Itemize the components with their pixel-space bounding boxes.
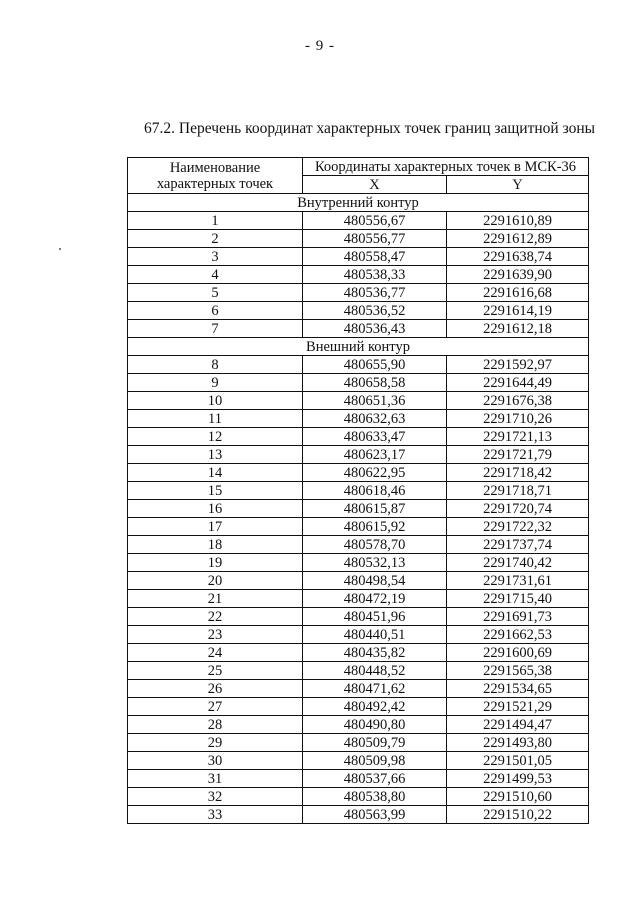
point-number: 12: [128, 428, 303, 446]
y-value: 2291740,42: [447, 554, 589, 572]
point-name-header: [128, 158, 303, 194]
y-value: 2291614,19: [447, 302, 589, 320]
y-value: 2291644,49: [447, 374, 589, 392]
x-value: 480498,54: [303, 572, 447, 590]
point-number: 17: [128, 518, 303, 536]
table-row: [128, 644, 589, 662]
point-number: 24: [128, 644, 303, 662]
point-number: 28: [128, 716, 303, 734]
y-value: 2291493,80: [447, 734, 589, 752]
point-number: 29: [128, 734, 303, 752]
x-value: 480655,90: [303, 356, 447, 374]
section-row: [128, 338, 589, 356]
table-row: [128, 788, 589, 806]
table-row: [128, 536, 589, 554]
point-number: 25: [128, 662, 303, 680]
x-value: 480623,17: [303, 446, 447, 464]
table-row: [128, 248, 589, 266]
x-value: 480451,96: [303, 608, 447, 626]
y-value: 2291639,90: [447, 266, 589, 284]
coordinates-table: [127, 157, 589, 824]
point-number: 1: [128, 212, 303, 230]
x-value: 480615,92: [303, 518, 447, 536]
point-number: 31: [128, 770, 303, 788]
y-value: 2291718,71: [447, 482, 589, 500]
scan-speck: [59, 248, 61, 250]
point-number: 32: [128, 788, 303, 806]
table-row: [128, 806, 589, 824]
table-row: [128, 266, 589, 284]
coordinates-header: Координаты характерных точек в МСК-36: [303, 158, 589, 176]
y-value: 2291710,26: [447, 410, 589, 428]
point-number: 21: [128, 590, 303, 608]
y-value: 2291715,40: [447, 590, 589, 608]
x-value: 480556,77: [303, 230, 447, 248]
table-row: [128, 284, 589, 302]
x-value: 480622,95: [303, 464, 447, 482]
y-value: 2291638,74: [447, 248, 589, 266]
point-name-header-line1: Наименование: [169, 159, 261, 176]
point-number: 7: [128, 320, 303, 338]
table-row: [128, 680, 589, 698]
point-number: 4: [128, 266, 303, 284]
x-value: 480536,43: [303, 320, 447, 338]
x-value: 480538,80: [303, 788, 447, 806]
x-value: 480563,99: [303, 806, 447, 824]
point-number: 14: [128, 464, 303, 482]
y-value: 2291612,89: [447, 230, 589, 248]
table-row: [128, 752, 589, 770]
point-number: 3: [128, 248, 303, 266]
y-value: 2291565,38: [447, 662, 589, 680]
section-title: Внешний контур: [128, 338, 589, 356]
x-value: 480435,82: [303, 644, 447, 662]
point-number: 22: [128, 608, 303, 626]
x-value: 480615,87: [303, 500, 447, 518]
table-row: [128, 230, 589, 248]
page-number: - 9 -: [305, 38, 335, 54]
point-number: 13: [128, 446, 303, 464]
x-value: 480509,98: [303, 752, 447, 770]
table-row: [128, 734, 589, 752]
table-row: [128, 320, 589, 338]
table-row: [128, 572, 589, 590]
y-value: 2291534,65: [447, 680, 589, 698]
x-value: 480578,70: [303, 536, 447, 554]
y-value: 2291610,89: [447, 212, 589, 230]
y-value: 2291521,29: [447, 698, 589, 716]
x-value: 480536,52: [303, 302, 447, 320]
table-row: [128, 716, 589, 734]
y-value: 2291718,42: [447, 464, 589, 482]
y-value: 2291691,73: [447, 608, 589, 626]
table-row: [128, 464, 589, 482]
y-value: 2291494,47: [447, 716, 589, 734]
x-value: 480556,67: [303, 212, 447, 230]
table-row: [128, 212, 589, 230]
x-value: 480532,13: [303, 554, 447, 572]
point-number: 8: [128, 356, 303, 374]
table-row: [128, 482, 589, 500]
point-number: 2: [128, 230, 303, 248]
table-row: [128, 500, 589, 518]
y-value: 2291721,13: [447, 428, 589, 446]
point-number: 16: [128, 500, 303, 518]
point-number: 30: [128, 752, 303, 770]
y-value: 2291612,18: [447, 320, 589, 338]
y-value: 2291600,69: [447, 644, 589, 662]
table-row: [128, 590, 589, 608]
section-heading: 67.2. Перечень координат характерных точек границ защитной зоны: [144, 120, 596, 137]
point-number: 26: [128, 680, 303, 698]
x-value: 480632,63: [303, 410, 447, 428]
y-value: 2291662,53: [447, 626, 589, 644]
point-number: 19: [128, 554, 303, 572]
y-value: 2291720,74: [447, 500, 589, 518]
point-number: 10: [128, 392, 303, 410]
y-value: 2291501,05: [447, 752, 589, 770]
y-value: 2291510,60: [447, 788, 589, 806]
point-number: 6: [128, 302, 303, 320]
y-value: 2291510,22: [447, 806, 589, 824]
y-value: 2291722,32: [447, 518, 589, 536]
table-row: [128, 374, 589, 392]
x-value: 480509,79: [303, 734, 447, 752]
point-number: 33: [128, 806, 303, 824]
y-value: 2291731,61: [447, 572, 589, 590]
point-name-header-line2: характерных точек: [156, 175, 274, 192]
x-value: 480536,77: [303, 284, 447, 302]
point-number: 5: [128, 284, 303, 302]
y-value: 2291676,38: [447, 392, 589, 410]
x-value: 480651,36: [303, 392, 447, 410]
x-value: 480440,51: [303, 626, 447, 644]
point-number: 11: [128, 410, 303, 428]
x-value: 480472,19: [303, 590, 447, 608]
x-value: 480558,47: [303, 248, 447, 266]
y-value: 2291499,53: [447, 770, 589, 788]
table-row: [128, 626, 589, 644]
table-row: [128, 356, 589, 374]
y-value: 2291592,97: [447, 356, 589, 374]
x-value: 480537,66: [303, 770, 447, 788]
table-row: [128, 518, 589, 536]
table-row: [128, 608, 589, 626]
section-title: Внутренний контур: [128, 194, 589, 212]
x-value: 480538,33: [303, 266, 447, 284]
y-value: 2291616,68: [447, 284, 589, 302]
point-number: 20: [128, 572, 303, 590]
table-row: [128, 302, 589, 320]
table-row: [128, 554, 589, 572]
table-row: [128, 392, 589, 410]
table-row: [128, 446, 589, 464]
table-body: [128, 194, 589, 824]
point-number: 9: [128, 374, 303, 392]
x-value: 480471,62: [303, 680, 447, 698]
x-value: 480658,58: [303, 374, 447, 392]
y-value: 2291721,79: [447, 446, 589, 464]
x-header: X: [303, 176, 447, 194]
y-value: 2291737,74: [447, 536, 589, 554]
x-value: 480618,46: [303, 482, 447, 500]
point-number: 15: [128, 482, 303, 500]
x-value: 480448,52: [303, 662, 447, 680]
table-row: [128, 428, 589, 446]
table-row: [128, 662, 589, 680]
point-number: 27: [128, 698, 303, 716]
point-number: 23: [128, 626, 303, 644]
x-value: 480633,47: [303, 428, 447, 446]
table-row: [128, 770, 589, 788]
table-row: [128, 698, 589, 716]
x-value: 480492,42: [303, 698, 447, 716]
table-row: [128, 410, 589, 428]
y-header: Y: [447, 176, 589, 194]
point-number: 18: [128, 536, 303, 554]
section-row: [128, 194, 589, 212]
x-value: 480490,80: [303, 716, 447, 734]
